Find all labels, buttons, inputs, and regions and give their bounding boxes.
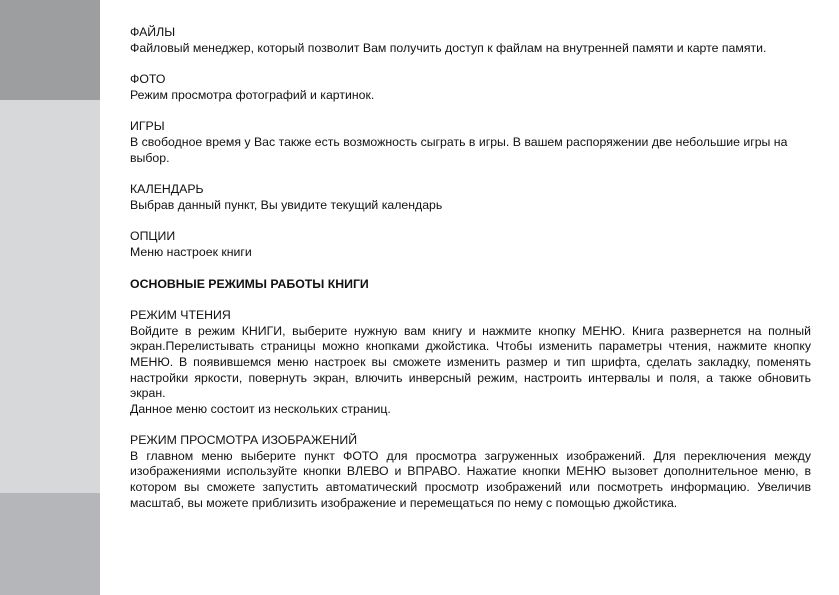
- mode-title: РЕЖИМ ПРОСМОТРА ИЗОБРАЖЕНИЙ: [130, 433, 358, 448]
- section-title: ФАЙЛЫ: [130, 25, 176, 39]
- mode-text: В главном меню выберите пункт ФОТО для просмотра загруженных изображений. Для переключения между изображениями используйте кнопки ВЛЕВО и ВПРАВО. Нажатие кнопки МЕНЮ вызовет дополнительное меню, в котором вы сможете запустить автоматический просмотр изображений или посмотреть информацию. Увеличив масштаб, вы можете приблизить изображение и перемещаться по нему с помощью джойстика.: [130, 448, 811, 510]
- mode-text: Данное меню состоит из нескольких страниц.: [130, 401, 391, 416]
- mode-title: РЕЖИМ ЧТЕНИЯ: [130, 308, 231, 323]
- section-calendar: [130, 182, 811, 213]
- page-content: [130, 25, 811, 511]
- main-heading-block: [130, 277, 811, 293]
- section-text: В свободное время у Вас также есть возможность сыграть в игры. В вашем распоряжении две небольшие игры на выбор.: [130, 134, 788, 165]
- section-photo: [130, 72, 811, 103]
- mode-images: [130, 433, 811, 511]
- band-top-segment: [0, 0, 100, 100]
- section-options: [130, 229, 811, 260]
- section-text: Выбрав данный пункт, Вы увидите текущий календарь: [130, 197, 443, 212]
- main-heading: ОСНОВНЫЕ РЕЖИМЫ РАБОТЫ КНИГИ: [130, 276, 369, 291]
- section-text: Файловый менеджер, который позволит Вам получить доступ к файлам на внутренней памяти и карте памяти.: [130, 40, 767, 55]
- section-title: КАЛЕНДАРЬ: [130, 182, 204, 197]
- section-text: Меню настроек книги: [130, 244, 252, 259]
- section-title: ФОТО: [130, 72, 166, 87]
- left-decorative-band: [0, 0, 100, 595]
- section-games: [130, 119, 811, 166]
- band-middle-segment: [0, 100, 100, 493]
- mode-text: Войдите в режим КНИГИ, выберите нужную вам книгу и нажмите кнопку МЕНЮ. Книга развернется на полный экран.Перелистывать страницы можно кнопками джойстика. Чтобы изменить параметры чтения, нажмите кнопку МЕНЮ. В появившемся меню настроек вы сможете изменить размер и тип шрифта, сделать закладку, поменять настройки яркости, повернуть экран, влючить инверсный режим, настроить интервалы и поля, а также обновить экран.: [130, 323, 811, 401]
- mode-reading: [130, 308, 811, 417]
- section-title: ИГРЫ: [130, 119, 165, 134]
- section-files: [130, 25, 811, 56]
- section-title: ОПЦИИ: [130, 229, 176, 244]
- section-text: Режим просмотра фотографий и картинок.: [130, 87, 375, 102]
- band-bottom-segment: [0, 493, 100, 595]
